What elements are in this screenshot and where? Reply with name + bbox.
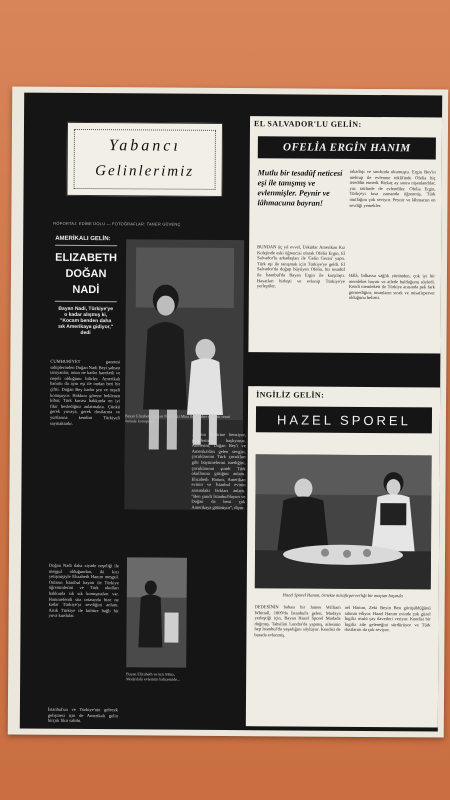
england-section: [246, 386, 440, 727]
america-name-first: ELIZABETH: [55, 251, 117, 265]
england-name-bar: [256, 406, 432, 433]
salvador-name-bar: [258, 136, 436, 159]
salvador-body-1: BUNDAN üç yıl evvel, Üsküdar Amerikan Kız Kolejinde eski öğrencisi olarak Ofelia Ergin, El Salvador'lu arkadaşları ile 'Gelin Gezisi' yaptı. Türk eşi ile tanışmak için Türkiye'ye geldi. El Salvador'da doğup büyüyen Ofelia, bir tesadüf ile İstanbul'da Bayan Ergin ile karşılaştı. Hayatları birleşti ve evlenip Türkiye'ye yerleştiler.: [256, 244, 346, 289]
credits: RÖPORTAJ: EDİBE DOLU — FOTOĞRAFLAR: TANER GÜVENÇ: [53, 220, 181, 227]
england-body-1: DEDESİNİN babası bir James William Whittall, 1809'da İstanbul'a gelen, Modaya yerleştiği için, Bayan Hazel Sporel Modada doğmuş. Tahsilini Londra'da yapmış, ailesinin hep İstanbul'da yaşadığını söylüyor. Kendisi de burada evlenmiş.: [254, 604, 341, 638]
salvador-quote: Mutlu bir tesadüf neticesi eşi ile tanışmış ve evlenmişler. Peynir ve lâhmacuna bayran!: [257, 168, 343, 208]
america-body-2: Doğan Nadi daha ziyade neşeliği ile meşgul olduğundan, iki kızı yetişmişiyle Elizabeth Hanım meşgul. Onların İstanbul hayatı ile Türkiye öğrenimlerini ve Türk okulları hakkında sık sık konuşmaları var. Hanımefendi söz ortasında bize ne kadar Türkiye'yi sevdiğini anlattı. Artık Türkiye ile kültüre bağlı bir yuva kurdular.: [48, 562, 119, 619]
photo2-illustration: [126, 557, 187, 667]
photo2-caption: Bayan Elizabeth ve kızı Mina, Moda'daki evlerinin bahçesinde...: [126, 671, 181, 682]
salvador-section: [248, 116, 442, 353]
photo-hazel-sporel: [255, 454, 432, 589]
photo-elizabeth-and-mina: [126, 557, 187, 667]
salvador-body-3: Hâlâ, bilhassa sağlık yönünden, çok iyi bir memleket hayatı ve ailede bulduğunu söyledi. Kendi memleketi ile Türkiye arasında pek fark görmediğini, insanların sıcak ve misafirperver olduğunu belirtti.: [348, 272, 435, 301]
photo1-caption: Bayan Elizabeth Doğan Nadi, kızı Mina ile beraber evin bir resmi önünde konuşuyor.: [124, 413, 231, 424]
america-lede: Bayan Nadi, Türkiye'ye o kadar alışmış ki, "Kocam benden daha sık Amerikaya gidiyor," dedi: [58, 305, 114, 337]
america-kicker: AMERİKALI GELİN:: [55, 235, 111, 243]
photo3-illustration: [255, 454, 432, 589]
america-middle-text: … nın birbirine benziyor, şehirlerini başlıyoruz. Ailelerini, Doğan Bey'i ve Amerika'dan gelen sevgisi, çocuklarının Türk çocukları gibi büyümelerini istediğini, çocuklarının şimdi Türk okullarına gittiğini anlattı. Elizabeth Hanım, Amerikan evinin ve İstanbul evinin arasındaki farkları anlattı. "Ben şimdi İstanbul'dayım ve Doğan da beni çok Amerikaya götürüyor", diyor.: [191, 431, 246, 510]
salvador-body-2: arkadaşı ve sınıfında okumuştu. Ergin Bey'in mektup ile evlenme teklifinde Ofelia hiç tereddüt etmedi. Birkaç ay sonra nişanlandılar, yaz tatilinde de evlendiler. Ofelia Ergin, Türkçeyi kısa zamanda öğrenmiş. Türk mutfağını çok seviyor. Peynir ve lâhmacun en sevdiği yemekler.: [349, 168, 436, 208]
england-kicker: İNGİLİZ GELİN:: [256, 390, 325, 400]
photo3-caption: Hazel Sporel Hanım, örnekte misafirperverliği bir maçtan başında: [282, 592, 403, 599]
magazine-page: [8, 86, 449, 737]
title-box: [61, 117, 228, 202]
england-name: HAZEL SPOREL: [277, 412, 411, 429]
series-title-line1: Yabancı: [108, 137, 181, 155]
america-body-3: İstanbul'un ve Türkiye'nin gelecek gelişmesi için de Amerikalı gelin birçok fikir sahibi.: [47, 706, 118, 724]
series-title-line2: Gelinlerimiz: [95, 163, 195, 180]
america-headline-box: [50, 232, 121, 350]
america-name-last: NADİ: [72, 283, 100, 297]
america-name-middle: DOĞAN: [65, 267, 107, 281]
salvador-name: OFELİA ERGİN HANIM: [283, 141, 411, 155]
america-body-1: CUMHURİYET gazetesi sahiplerinden Doğan Nadi Beyi şahsen tanıyanlar, onun ne kadar hareketli ve neşeli olduğunu bilirler. Amerikalı hanımı da aynı eşi ile ondan beri bir çiftti. Doğan Bey kadar şen ve neşeli konuşuyor. Hakkını görene beklenen kibar, Türk kocası hakkında en iyi fikir beslediğini anlatmakta. Çünkü gerek yuvaya, gerek dostlarına ve yurtlarına kendini Türkiyeli saymaktadır.: [49, 358, 121, 426]
salvador-kicker: EL SALVADOR'LU GELİN:: [253, 119, 362, 129]
england-body-2: nel Hanım, Zeki Beyin Ben görüşüldüğünü tahmin ediyor. Hazel Hanım evinde çok güzel İngiliz usulü çay davetleri veriyor. Kendisi bir İngiliz aile geleneğini sürdürüyor ve Türk dostlarını da çok seviyor.: [344, 604, 431, 633]
